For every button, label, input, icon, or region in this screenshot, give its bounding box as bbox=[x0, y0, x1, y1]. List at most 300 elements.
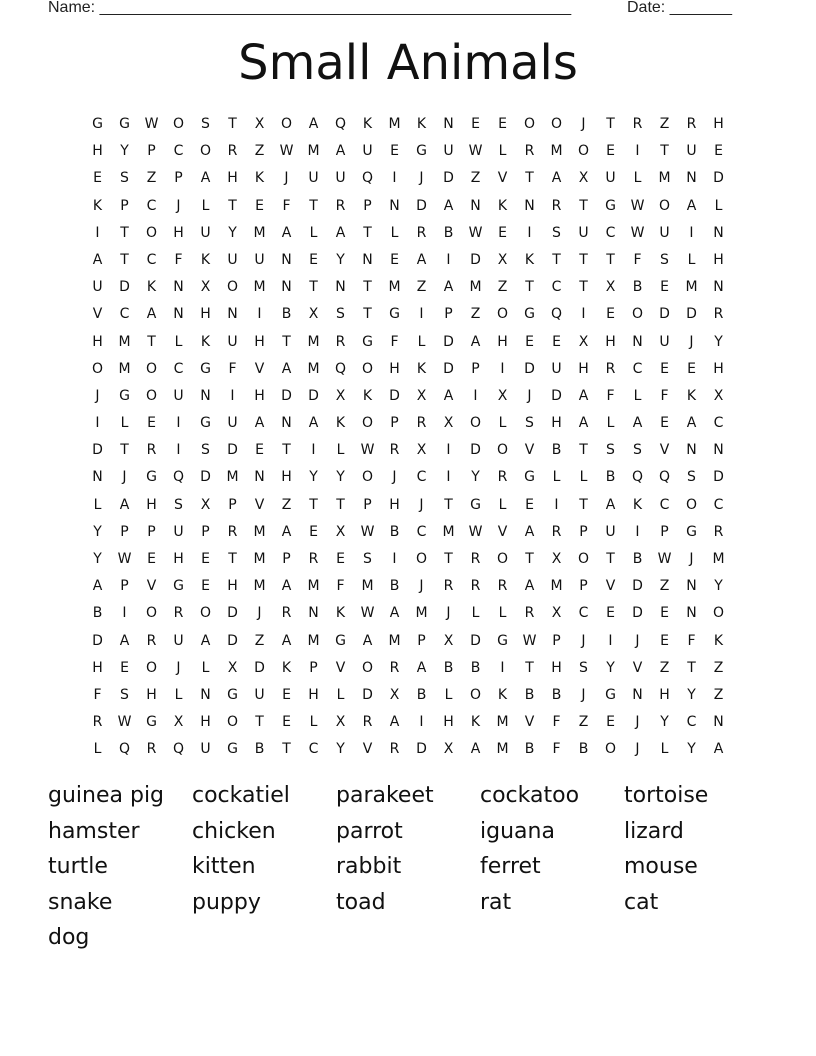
grid-letter: C bbox=[686, 714, 697, 731]
grid-letter: D bbox=[92, 632, 103, 649]
grid-letter: Z bbox=[254, 143, 265, 160]
grid-letter: I bbox=[635, 143, 640, 160]
grid-letter: A bbox=[416, 659, 427, 676]
grid-letter: U bbox=[659, 333, 670, 350]
grid-letter: L bbox=[444, 686, 453, 703]
grid-row bbox=[84, 682, 732, 709]
grid-letter: N bbox=[686, 578, 697, 595]
grid-letter: L bbox=[498, 415, 507, 432]
grid-letter: W bbox=[360, 605, 375, 622]
grid-letter: P bbox=[552, 632, 561, 649]
grid-letter: O bbox=[496, 442, 509, 459]
grid-letter: T bbox=[444, 551, 453, 567]
grid-letter: O bbox=[658, 197, 671, 214]
grid-letter: H bbox=[200, 714, 211, 731]
grid-letter: R bbox=[146, 632, 157, 649]
grid-letter: L bbox=[417, 333, 426, 350]
grid-letter: L bbox=[660, 741, 669, 758]
grid-row bbox=[84, 655, 732, 682]
grid-row bbox=[84, 736, 732, 763]
grid-letter: O bbox=[145, 360, 158, 377]
grid-letter: U bbox=[443, 143, 454, 160]
grid-letter: R bbox=[524, 605, 535, 622]
grid-letter: K bbox=[362, 116, 373, 132]
grid-letter: D bbox=[470, 251, 481, 268]
grid-letter: P bbox=[120, 523, 129, 540]
grid-letter: I bbox=[500, 360, 505, 377]
grid-row bbox=[84, 274, 732, 301]
grid-letter: Q bbox=[361, 170, 374, 187]
grid-letter: G bbox=[227, 686, 238, 703]
grid-letter: H bbox=[254, 387, 265, 404]
grid-letter: I bbox=[419, 306, 424, 323]
grid-letter: N bbox=[173, 279, 184, 296]
grid-letter: O bbox=[145, 224, 158, 241]
grid-letter: B bbox=[416, 686, 427, 703]
grid-letter: Z bbox=[713, 686, 724, 703]
grid-letter: Y bbox=[606, 659, 615, 676]
grid-letter: N bbox=[524, 197, 535, 214]
grid-letter: W bbox=[630, 224, 645, 241]
grid-letter: P bbox=[660, 523, 669, 540]
grid-letter: H bbox=[389, 360, 400, 377]
grid-letter: J bbox=[581, 116, 586, 132]
grid-letter: U bbox=[254, 686, 265, 703]
grid-letter: X bbox=[227, 659, 238, 676]
grid-letter: X bbox=[389, 686, 400, 703]
grid-letter: N bbox=[92, 469, 103, 486]
grid-letter: T bbox=[363, 224, 372, 241]
grid-letter: G bbox=[524, 306, 535, 323]
grid-letter: K bbox=[497, 686, 508, 703]
grid-letter: A bbox=[551, 170, 562, 187]
grid-letter: M bbox=[658, 170, 671, 187]
grid-letter: M bbox=[415, 605, 428, 622]
word-bank-item: cat bbox=[624, 889, 659, 915]
grid-letter: T bbox=[309, 496, 318, 513]
grid-letter: R bbox=[470, 551, 481, 567]
grid-letter: O bbox=[226, 714, 239, 731]
grid-row bbox=[84, 573, 732, 600]
grid-letter: V bbox=[362, 741, 373, 758]
grid-letter: U bbox=[362, 143, 373, 160]
grid-letter: I bbox=[689, 224, 694, 241]
grid-letter: U bbox=[578, 224, 589, 241]
grid-letter: I bbox=[95, 415, 100, 432]
grid-letter: H bbox=[281, 469, 292, 486]
grid-letter: A bbox=[578, 415, 589, 432]
grid-letter: P bbox=[120, 578, 129, 595]
word-bank-item: ferret bbox=[480, 854, 541, 880]
grid-letter: V bbox=[146, 578, 157, 595]
grid-letter: R bbox=[227, 523, 238, 540]
grid-letter: U bbox=[605, 523, 616, 540]
grid-letter: A bbox=[254, 415, 265, 432]
grid-row bbox=[84, 410, 732, 437]
grid-letter: T bbox=[282, 741, 291, 758]
grid-letter: Y bbox=[309, 469, 318, 486]
grid-letter: A bbox=[146, 306, 157, 323]
grid-letter: E bbox=[201, 578, 210, 595]
grid-letter: I bbox=[581, 306, 586, 323]
page-title: Small Animals bbox=[238, 35, 578, 91]
grid-letter: C bbox=[605, 224, 616, 241]
grid-letter: S bbox=[606, 442, 615, 459]
word-bank-item: parakeet bbox=[336, 783, 434, 808]
grid-letter: P bbox=[120, 197, 129, 214]
grid-letter: X bbox=[443, 741, 454, 758]
grid-letter: W bbox=[468, 143, 483, 160]
grid-letter: R bbox=[713, 523, 724, 540]
grid-letter: I bbox=[176, 415, 181, 432]
grid-letter: D bbox=[119, 279, 130, 296]
grid-letter: A bbox=[389, 714, 400, 731]
grid-letter: J bbox=[176, 659, 181, 676]
grid-letter: C bbox=[416, 469, 427, 486]
grid-letter: N bbox=[389, 197, 400, 214]
grid-letter: T bbox=[579, 442, 588, 459]
grid-letter: J bbox=[689, 333, 694, 350]
grid-letter: S bbox=[201, 116, 210, 132]
grid-letter: L bbox=[579, 469, 588, 486]
grid-letter: H bbox=[227, 170, 238, 187]
grid-letter: S bbox=[660, 251, 669, 268]
grid-letter: R bbox=[362, 714, 373, 731]
grid-letter: U bbox=[92, 279, 103, 296]
grid-letter: O bbox=[361, 659, 374, 676]
grid-letter: J bbox=[122, 469, 127, 486]
grid-letter: J bbox=[581, 686, 586, 703]
grid-letter: T bbox=[687, 659, 696, 676]
grid-letter: Q bbox=[172, 741, 185, 758]
grid-letter: L bbox=[471, 605, 480, 622]
grid-letter: U bbox=[308, 170, 319, 187]
grid-letter: E bbox=[660, 360, 669, 377]
grid-letter: G bbox=[389, 306, 400, 323]
grid-letter: H bbox=[551, 659, 562, 676]
grid-letter: L bbox=[687, 251, 696, 268]
grid-letter: D bbox=[632, 578, 643, 595]
grid-row bbox=[84, 111, 732, 138]
grid-letter: A bbox=[632, 415, 643, 432]
word-bank-item: parrot bbox=[336, 818, 403, 844]
grid-letter: N bbox=[713, 714, 724, 731]
grid-letter: E bbox=[525, 333, 534, 350]
grid-letter: T bbox=[579, 279, 588, 296]
grid-letter: E bbox=[471, 116, 480, 132]
grid-letter: T bbox=[309, 279, 318, 296]
grid-letter: Q bbox=[550, 306, 563, 323]
grid-letter: W bbox=[468, 523, 483, 540]
grid-letter: A bbox=[335, 224, 346, 241]
grid-letter: A bbox=[605, 496, 616, 513]
grid-letter: O bbox=[145, 605, 158, 622]
grid-letter: E bbox=[660, 415, 669, 432]
grid-letter: E bbox=[309, 251, 318, 268]
grid-letter: E bbox=[606, 605, 615, 622]
grid-letter: B bbox=[254, 741, 265, 758]
grid-letter: O bbox=[496, 306, 509, 323]
grid-letter: U bbox=[200, 224, 211, 241]
grid-letter: T bbox=[120, 442, 129, 459]
grid-letter: M bbox=[361, 578, 374, 595]
grid-letter: N bbox=[173, 306, 184, 323]
grid-letter: M bbox=[307, 578, 320, 595]
grid-letter: E bbox=[552, 333, 561, 350]
grid-letter: V bbox=[524, 714, 535, 731]
grid-letter: U bbox=[227, 333, 238, 350]
grid-letter: O bbox=[469, 415, 482, 432]
grid-letter: U bbox=[173, 523, 184, 540]
grid-letter: D bbox=[470, 442, 481, 459]
grid-letter: V bbox=[497, 523, 508, 540]
grid-letter: M bbox=[712, 551, 725, 567]
grid-letter: H bbox=[146, 686, 157, 703]
grid-row bbox=[84, 709, 732, 736]
grid-letter: C bbox=[308, 741, 319, 758]
word-bank-item: guinea pig bbox=[48, 783, 165, 808]
grid-letter: A bbox=[281, 224, 292, 241]
grid-letter: T bbox=[282, 333, 291, 350]
grid-letter: M bbox=[226, 469, 239, 486]
grid-letter: R bbox=[389, 442, 400, 459]
grid-letter: J bbox=[284, 170, 289, 187]
grid-letter: D bbox=[416, 741, 427, 758]
grid-letter: J bbox=[635, 632, 640, 649]
grid-letter: E bbox=[687, 360, 696, 377]
grid-letter: F bbox=[174, 251, 183, 268]
grid-letter: K bbox=[200, 333, 211, 350]
letter-grid bbox=[84, 111, 732, 764]
grid-letter: T bbox=[606, 551, 615, 567]
grid-letter: N bbox=[686, 170, 697, 187]
grid-letter: O bbox=[145, 387, 158, 404]
grid-letter: T bbox=[282, 442, 291, 459]
grid-letter: A bbox=[578, 387, 589, 404]
grid-letter: C bbox=[659, 496, 670, 513]
grid-letter: Z bbox=[659, 659, 670, 676]
grid-letter: S bbox=[363, 551, 372, 567]
grid-letter: U bbox=[200, 741, 211, 758]
grid-letter: Z bbox=[497, 279, 508, 296]
grid-letter: A bbox=[443, 279, 454, 296]
grid-letter: O bbox=[199, 605, 212, 622]
grid-letter: L bbox=[336, 442, 345, 459]
grid-letter: B bbox=[632, 551, 643, 567]
grid-letter: E bbox=[714, 143, 723, 160]
grid-letter: D bbox=[713, 170, 724, 187]
grid-letter: K bbox=[281, 659, 292, 676]
grid-letter: J bbox=[176, 197, 181, 214]
grid-letter: P bbox=[579, 578, 588, 595]
grid-letter: U bbox=[659, 224, 670, 241]
grid-letter: Y bbox=[93, 551, 102, 567]
grid-letter: H bbox=[713, 116, 724, 132]
grid-letter: N bbox=[335, 279, 346, 296]
grid-letter: L bbox=[498, 605, 507, 622]
grid-letter: N bbox=[362, 251, 373, 268]
grid-letter: A bbox=[524, 523, 535, 540]
grid-letter: T bbox=[552, 251, 561, 268]
grid-letter: L bbox=[336, 686, 345, 703]
word-bank-item: mouse bbox=[624, 854, 698, 880]
grid-letter: L bbox=[174, 333, 183, 350]
grid-letter: X bbox=[605, 279, 616, 296]
grid-letter: M bbox=[685, 279, 698, 296]
grid-letter: M bbox=[118, 333, 131, 350]
grid-letter: G bbox=[92, 116, 103, 132]
grid-letter: W bbox=[360, 523, 375, 540]
grid-letter: X bbox=[443, 632, 454, 649]
grid-letter: Y bbox=[228, 224, 237, 241]
grid-letter: L bbox=[633, 170, 642, 187]
grid-letter: V bbox=[605, 578, 616, 595]
grid-letter: F bbox=[687, 632, 696, 649]
grid-letter: F bbox=[336, 578, 345, 595]
grid-letter: U bbox=[335, 170, 346, 187]
grid-letter: J bbox=[419, 496, 424, 513]
grid-letter: H bbox=[389, 496, 400, 513]
grid-letter: S bbox=[525, 415, 534, 432]
grid-letter: B bbox=[389, 523, 400, 540]
grid-row bbox=[84, 464, 732, 491]
grid-letter: N bbox=[200, 686, 211, 703]
grid-letter: O bbox=[145, 659, 158, 676]
grid-letter: A bbox=[416, 251, 427, 268]
grid-letter: D bbox=[443, 333, 454, 350]
grid-letter: C bbox=[119, 306, 130, 323]
grid-letter: L bbox=[93, 496, 102, 513]
grid-letter: P bbox=[174, 170, 183, 187]
grid-letter: K bbox=[335, 605, 346, 622]
grid-letter: M bbox=[253, 279, 266, 296]
grid-letter: T bbox=[579, 496, 588, 513]
grid-letter: R bbox=[389, 659, 400, 676]
grid-letter: S bbox=[336, 306, 345, 323]
grid-letter: F bbox=[390, 333, 399, 350]
grid-letter: T bbox=[228, 551, 237, 567]
grid-letter: G bbox=[524, 469, 535, 486]
grid-letter: I bbox=[500, 659, 505, 676]
date-field-label: Date: _______ bbox=[627, 0, 732, 16]
grid-letter: G bbox=[416, 143, 427, 160]
grid-letter: M bbox=[253, 551, 266, 567]
grid-letter: B bbox=[470, 659, 481, 676]
grid-letter: O bbox=[577, 551, 590, 567]
grid-letter: A bbox=[92, 578, 103, 595]
grid-letter: A bbox=[335, 143, 346, 160]
grid-letter: K bbox=[497, 197, 508, 214]
grid-letter: A bbox=[281, 360, 292, 377]
grid-letter: G bbox=[146, 714, 157, 731]
grid-letter: Y bbox=[120, 143, 129, 160]
grid-letter: A bbox=[308, 415, 319, 432]
grid-letter: G bbox=[146, 469, 157, 486]
grid-letter: E bbox=[336, 551, 345, 567]
grid-letter: K bbox=[146, 279, 157, 296]
grid-letter: B bbox=[443, 659, 454, 676]
grid-letter: A bbox=[281, 523, 292, 540]
grid-letter: N bbox=[632, 333, 643, 350]
grid-letter: D bbox=[659, 306, 670, 323]
grid-row bbox=[84, 301, 732, 328]
grid-letter: M bbox=[388, 632, 401, 649]
grid-letter: D bbox=[443, 360, 454, 377]
word-bank-item: cockatiel bbox=[192, 783, 290, 808]
grid-letter: J bbox=[419, 578, 424, 595]
grid-letter: I bbox=[446, 251, 451, 268]
grid-letter: X bbox=[578, 333, 589, 350]
grid-letter: T bbox=[579, 197, 588, 214]
grid-letter: Q bbox=[658, 469, 671, 486]
word-bank-item: iguana bbox=[480, 818, 555, 844]
grid-letter: D bbox=[254, 659, 265, 676]
grid-letter: X bbox=[551, 605, 562, 622]
grid-letter: M bbox=[307, 333, 320, 350]
grid-letter: N bbox=[281, 415, 292, 432]
grid-letter: B bbox=[443, 224, 454, 241]
grid-letter: R bbox=[281, 605, 292, 622]
grid-letter: O bbox=[469, 686, 482, 703]
grid-letter: G bbox=[119, 387, 130, 404]
grid-letter: X bbox=[578, 170, 589, 187]
grid-letter: H bbox=[92, 659, 103, 676]
grid-letter: E bbox=[93, 170, 102, 187]
word-bank-item: snake bbox=[48, 889, 113, 915]
grid-letter: N bbox=[713, 279, 724, 296]
grid-letter: T bbox=[444, 496, 453, 513]
grid-letter: S bbox=[174, 496, 183, 513]
grid-letter: M bbox=[118, 360, 131, 377]
grid-letter: P bbox=[147, 143, 156, 160]
grid-letter: O bbox=[712, 605, 725, 622]
grid-letter: A bbox=[200, 170, 211, 187]
grid-letter: N bbox=[686, 605, 697, 622]
grid-letter: V bbox=[254, 360, 265, 377]
grid-letter: G bbox=[605, 197, 616, 214]
grid-letter: Y bbox=[336, 251, 345, 268]
grid-letter: J bbox=[446, 605, 451, 622]
word-bank-item: hamster bbox=[48, 818, 140, 844]
grid-letter: I bbox=[635, 523, 640, 540]
grid-letter: T bbox=[120, 224, 129, 241]
grid-letter: U bbox=[227, 251, 238, 268]
word-bank-item: dog bbox=[48, 925, 90, 951]
grid-letter: O bbox=[631, 306, 644, 323]
grid-letter: K bbox=[92, 197, 103, 214]
grid-letter: V bbox=[335, 659, 346, 676]
grid-letter: X bbox=[497, 387, 508, 404]
grid-letter: B bbox=[92, 605, 103, 622]
grid-letter: Y bbox=[687, 741, 696, 758]
grid-letter: J bbox=[689, 551, 694, 567]
grid-letter: O bbox=[199, 143, 212, 160]
grid-letter: L bbox=[552, 469, 561, 486]
grid-letter: H bbox=[578, 360, 589, 377]
grid-letter: R bbox=[146, 741, 157, 758]
grid-letter: O bbox=[226, 279, 239, 296]
grid-letter: V bbox=[497, 170, 508, 187]
grid-letter: M bbox=[442, 523, 455, 540]
grid-letter: H bbox=[92, 333, 103, 350]
grid-letter: Q bbox=[631, 469, 644, 486]
grid-letter: T bbox=[660, 143, 669, 160]
grid-letter: N bbox=[254, 469, 265, 486]
grid-letter: Y bbox=[336, 469, 345, 486]
grid-letter: O bbox=[172, 116, 185, 132]
grid-letter: E bbox=[201, 551, 210, 567]
grid-letter: E bbox=[606, 143, 615, 160]
